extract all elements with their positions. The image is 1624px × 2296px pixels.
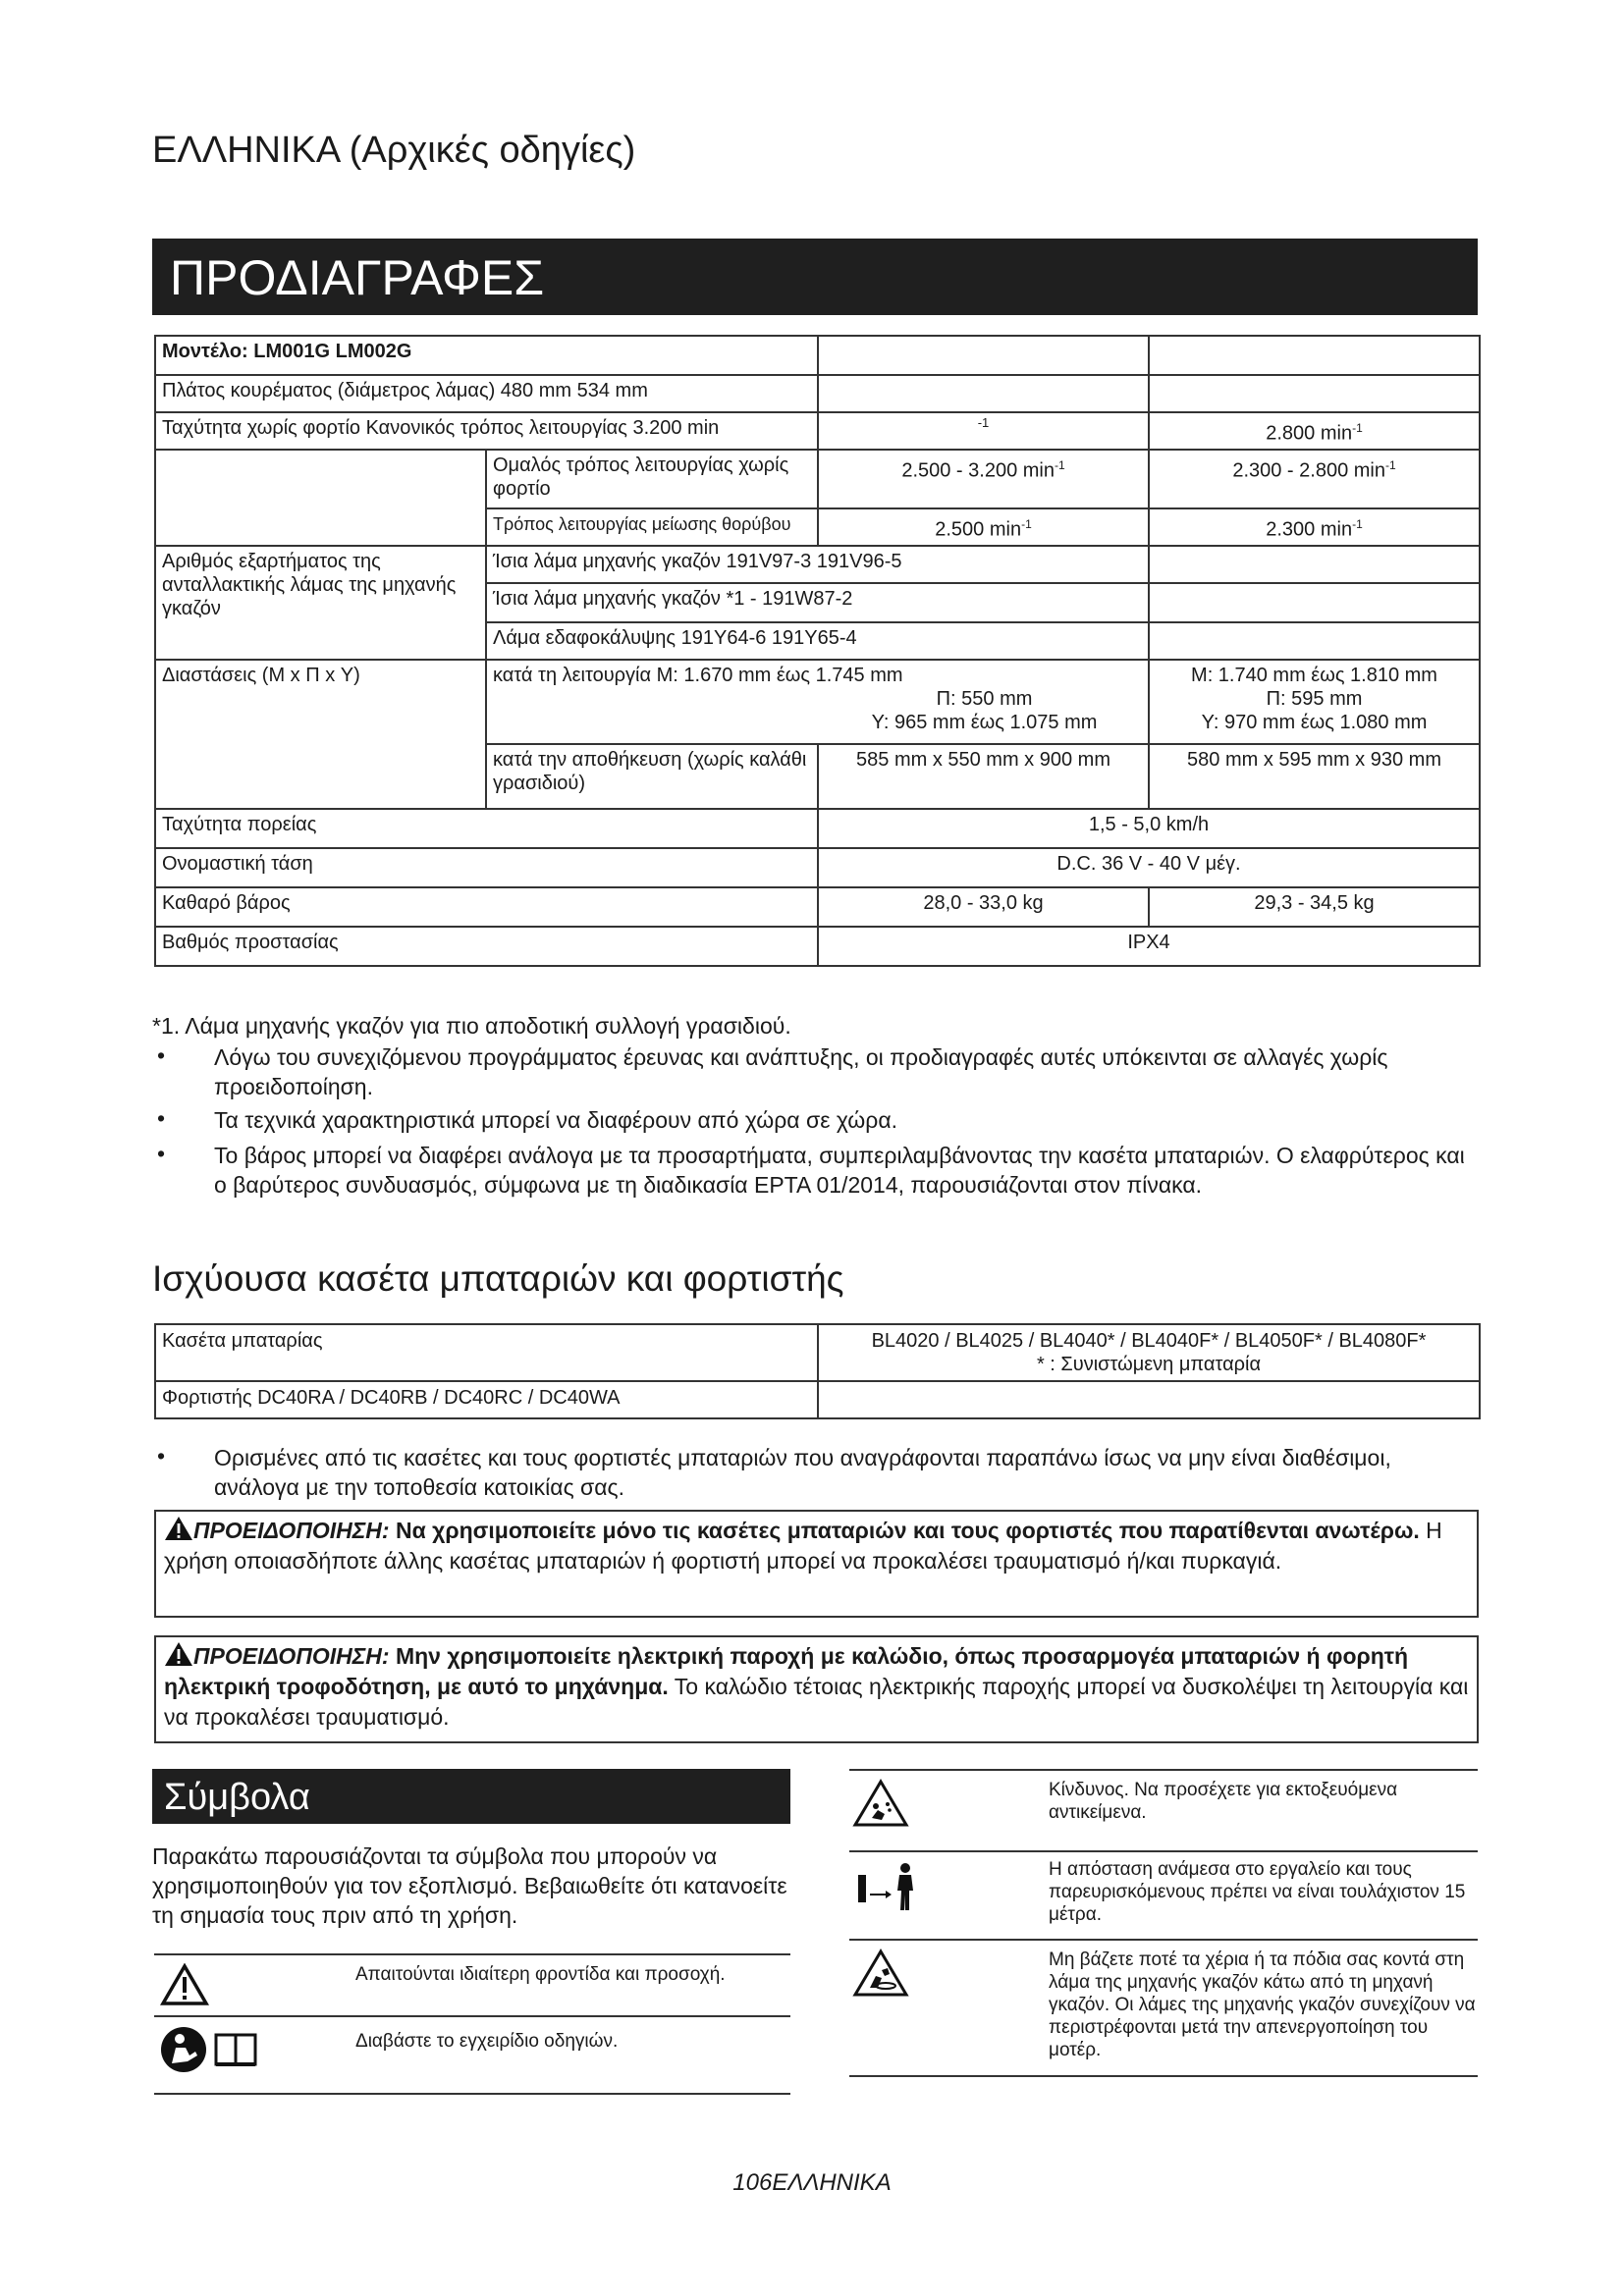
lm002-normal-speed: 2.800 $\min^{-1}$ <box>1149 412 1480 450</box>
warning-text-2: Το καλώδιο τέτοιας ηλεκτρικής παροχής μπορεί να δυσκολέψει τη λειτουργία και να προκαλέσει τραυματισμό. <box>164 1674 1469 1730</box>
symbol-row-divider <box>849 1939 1478 1941</box>
caution-text: Απαιτούνται ιδιαίτερη φροντίδα και προσοχή. <box>355 1964 726 1985</box>
symbol-row-divider <box>154 2093 790 2095</box>
dims-operation: κατά τη λειτουργία Μ: 1.670 mm έως 1.745 mm Π: 550 mm Υ: 965 mm έως 1.075 mm <box>486 660 1149 744</box>
weight-lm001: 28,0 - 33,0 kg <box>818 887 1149 927</box>
superscript-unit: -1 <box>818 412 1149 450</box>
book-icon <box>214 2032 257 2067</box>
dims-label: Διαστάσεις (Μ x Π x Υ) <box>155 660 486 809</box>
warning-label-2: ΠΡΟΕΙΔΟΠΟΙΗΣΗ: <box>193 1643 390 1669</box>
symbol-row-divider <box>849 2075 1478 2077</box>
warning-icon <box>164 1516 193 1541</box>
cut-width: Πλάτος κουρέματος (διάμετρος λάμας) 480 mm 534 mm <box>155 375 818 412</box>
blade-straight-star: Ίσια λάμα μηχανής γκαζόν *1 - 191W87-2 <box>486 583 1149 622</box>
blade-mulch: Λάμα εδαφοκάλυψης 191Y64-6 191Y65-4 <box>486 622 1149 660</box>
distance-text: Η απόσταση ανάμεσα στο εργαλείο και τους παρευρισκόμενους πρέπει να είναι τουλάχιστον 15 μέτρα. <box>1049 1859 1466 1925</box>
symbols-intro: Παρακάτω παρουσιάζονται τα σύμβολα που μπορούν να χρησιμοποιηθούν για τον εξοπλισμό. Βεβαιωθείτε ότι κατανοείτε τη σημασία τους πριν από τη χρήση. <box>152 1843 787 1928</box>
warning-bold-1: Να χρησιμοποιείτε μόνο τις κασέτες μπαταριών και τους φορτιστές που παρατίθενται ανωτέρω. <box>389 1518 1420 1543</box>
weight-lm002: 29,3 - 34,5 kg <box>1149 887 1480 927</box>
bullet-1-dot: • <box>157 1042 166 1068</box>
page-footer: 106ΕΛΛΗΝΙΚΑ <box>732 2169 892 2196</box>
battery-table <box>154 1323 1481 1419</box>
voltage: D.C. 36 V - 40 V μέγ. <box>818 848 1480 887</box>
specifications-table <box>154 335 1481 967</box>
distance-15m-icon <box>856 1861 925 1914</box>
read-manual-text: Διαβάστε το εγχειρίδιο οδηγιών. <box>355 2031 619 2052</box>
weight-label: Καθαρό βάρος <box>155 887 818 927</box>
thrown-objects-icon <box>852 1779 909 1828</box>
voltage-label: Ονομαστική τάση <box>155 848 818 887</box>
symbols-banner: Σύμβολα <box>152 1769 790 1824</box>
cartridge-models: BL4020 / BL4025 / BL4040* / BL4040F* / BL4050F* / BL4080F* * : Συνιστώμενη μπαταρία <box>818 1324 1480 1381</box>
soft-lm001: 2.500 - 3.200 $\min^{-1}$ <box>818 450 1149 508</box>
availability-note: Ορισμένες από τις κασέτες και τους φορτιστές μπαταριών που αναγράφονται παραπάνω ίσως να μην είναι διαθέσιμοι, ανάλογα με την τοποθεσία κατοικίας σας. <box>214 1445 1391 1500</box>
symbol-row-divider <box>154 1953 790 1955</box>
dims-lm002: Μ: 1.740 mm έως 1.810 mm Π: 595 mm Υ: 970 mm έως 1.080 mm <box>1149 660 1480 744</box>
bullet-2: Τα τεχνικά χαρακτηριστικά μπορεί να διαφέρουν από χώρα σε χώρα. <box>214 1107 898 1133</box>
symbol-row-divider <box>154 2015 790 2017</box>
hands-feet-text: Μη βάζετε ποτέ τα χέρια ή τα πόδια σας κοντά στη λάμα της μηχανής γκαζόν κάτω από τη μηχανή γκαζόν. Οι λάμες της μηχανής γκαζόν συνεχίζουν να περιστρέφονται μετά την απενεργοποίηση του μοτέρ. <box>1049 1949 1476 2060</box>
dims-storage-label: κατά την αποθήκευση (χωρίς καλάθι γρασιδιού) <box>486 744 818 809</box>
quiet-lm002: 2.300 $\min^{-1}$ <box>1149 508 1480 546</box>
protection: IPX4 <box>818 927 1480 966</box>
warning-label-1: ΠΡΟΕΙΔΟΠΟΙΗΣΗ: <box>193 1518 390 1543</box>
bullet-2-dot: • <box>157 1105 166 1131</box>
battery-section-title: Ισχύουσα κασέτα μπαταριών και φορτιστής <box>152 1258 844 1299</box>
warning-bold-2: Μην χρησιμοποιείτε ηλεκτρική παροχή με καλώδιο, όπως προσαρμογέα μπαταριών ή φορητή ηλεκτρική τροφοδότηση, με αυτό το μηχάνημα. <box>164 1643 1409 1699</box>
warning-box-1 <box>154 1510 1479 1618</box>
read-manual-person-icon <box>160 2026 207 2073</box>
warning-icon <box>164 1641 193 1667</box>
charger: Φορτιστής DC40RA / DC40RB / DC40RC / DC40WA <box>155 1381 818 1418</box>
soft-mode-label: Ομαλός τρόπος λειτουργίας χωρίς φορτίο <box>486 450 818 508</box>
soft-lm002: 2.300 - 2.800 $\min^{-1}$ <box>1149 450 1480 508</box>
travel-speed: 1,5 - 5,0 km/h <box>818 809 1480 848</box>
caution-triangle-icon <box>160 1963 209 2006</box>
bullet-1: Λόγω του συνεχιζόμενου προγράμματος έρευνας και ανάπτυξης, οι προδιαγραφές αυτές υπόκεινται σε αλλαγές χωρίς προειδοποίηση. <box>214 1044 1388 1099</box>
thrown-objects-text: Κίνδυνος. Να προσέχετε για εκτοξευόμενα αντικείμενα. <box>1049 1780 1398 1823</box>
blade-straight: Ίσια λάμα μηχανής γκαζόν 191V97-3 191V96-5 <box>486 546 1149 583</box>
quiet-mode-label: Τρόπος λειτουργίας μείωσης θορύβου <box>486 508 818 546</box>
specifications-banner: ΠΡΟΔΙΑΓΡΑΦΕΣ <box>152 239 1478 315</box>
travel-speed-label: Ταχύτητα πορείας <box>155 809 818 848</box>
warning-box-2 <box>154 1635 1479 1743</box>
warning-text-1: Η χρήση οποιασδήποτε άλλης κασέτας μπαταριών ή φορτιστή μπορεί να προκαλέσει τραυματισμό ή/και πυρκαγιά. <box>164 1518 1442 1574</box>
blade-label: Αριθμός εξαρτήματος της ανταλλακτικής λάμας της μηχανής γκαζόν <box>155 546 486 660</box>
protection-label: Βαθμός προστασίας <box>155 927 818 966</box>
blade-hand-foot-icon <box>852 1949 909 1998</box>
symbol-row-divider <box>849 1769 1478 1771</box>
model-label: Μοντέλο: LM001G LM002G <box>155 336 818 375</box>
availability-dot: • <box>157 1443 166 1468</box>
bullet-3-dot: • <box>157 1141 166 1166</box>
bullet-3: Το βάρος μπορεί να διαφέρει ανάλογα με τα προσαρτήματα, συμπεριλαμβάνοντας την κασέτα μπαταριών. Ο ελαφρύτερος και ο βαρύτερος συνδυασμός, σύμφωνα με τη διαδικασία EPTA 01/2014, παρουσιάζονται στον πίνακα. <box>214 1143 1465 1198</box>
quiet-lm001: 2.500 $\min^{-1}$ <box>818 508 1149 546</box>
footnote: *1. Λάμα μηχανής γκαζόν για πιο αποδοτική συλλογή γρασιδιού. <box>152 1013 791 1039</box>
noload-speed-normal: Ταχύτητα χωρίς φορτίο Κανονικός τρόπος λειτουργίας 3.200 min <box>155 412 818 450</box>
language-title: ΕΛΛΗΝΙΚΑ (Αρχικές οδηγίες) <box>152 130 636 171</box>
cartridge-label: Κασέτα μπαταρίας <box>155 1324 818 1381</box>
dims-storage-lm002: 580 mm x 595 mm x 930 mm <box>1149 744 1480 809</box>
symbol-row-divider <box>849 1850 1478 1852</box>
dims-storage-lm001: 585 mm x 550 mm x 900 mm <box>818 744 1149 809</box>
